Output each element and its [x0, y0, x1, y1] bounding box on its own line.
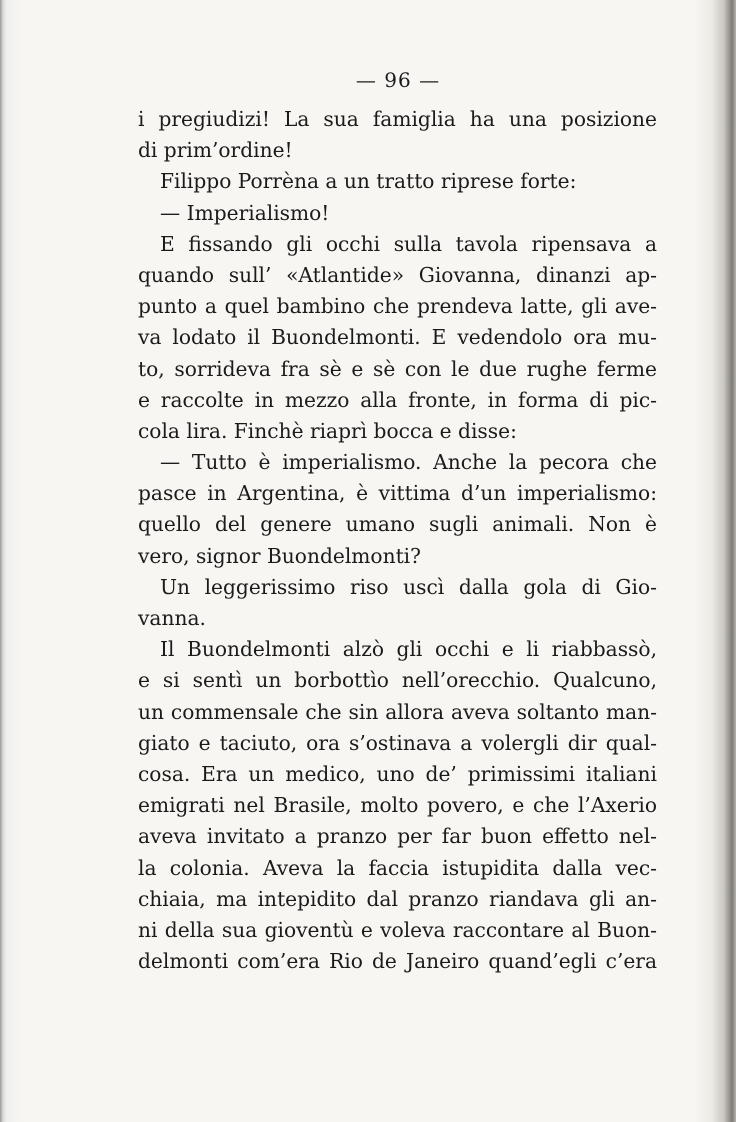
- text-line: pasce in Argentina, è vittima d’un imperialismo:: [138, 481, 657, 506]
- text-line: giato e taciuto, ora s’ostinava a volergli dir qual-: [138, 730, 657, 755]
- text-line: la colonia. Aveva la faccia istupidita dalla vec-: [138, 855, 657, 880]
- text-line: quello del genere umano sugli animali. Non è: [138, 512, 657, 537]
- page-gutter-shadow: [0, 0, 28, 1122]
- text-line: Il Buondelmonti alzò gli occhi e li riabbassò,: [160, 637, 657, 662]
- text-line: vero, signor Buondelmonti?: [138, 543, 421, 568]
- text-line: ni della sua gioventù e voleva raccontare al Buon-: [138, 917, 657, 942]
- text-line: e si sentì un borbottìo nell’orecchio. Qualcuno,: [138, 668, 657, 693]
- text-line: punto a quel bambino che prendeva latte, gli ave-: [138, 294, 657, 319]
- page-edge-shadow: [694, 0, 736, 1122]
- text-line: — Imperialismo!: [160, 200, 330, 225]
- text-line: E fissando gli occhi sulla tavola ripensava a: [160, 231, 657, 256]
- body-text: [138, 104, 657, 977]
- text-line: di prim’ordine!: [138, 138, 293, 163]
- text-line: quando sull’ «Atlantide» Giovanna, dinanzi ap-: [138, 262, 657, 287]
- text-line: cosa. Era un medico, uno de’ primissimi italiani: [138, 761, 657, 786]
- text-line: aveva invitato a pranzo per far buon effetto nel-: [138, 824, 657, 849]
- page-number: — 96 —: [355, 68, 441, 92]
- text-line: emigrati nel Brasile, molto povero, e che l’Axerio: [138, 793, 657, 818]
- text-line: i pregiudizi! La sua famiglia ha una posizione: [138, 107, 657, 131]
- text-line: Un leggerissimo riso uscì dalla gola di Gio-: [160, 574, 657, 599]
- text-line: cola lira. Finchè riaprì bocca e disse:: [138, 418, 517, 443]
- text-line: vanna.: [138, 606, 206, 630]
- text-line: va lodato il Buondelmonti. E vedendolo ora mu-: [138, 325, 657, 350]
- text-line: — Tutto è imperialismo. Anche la pecora che: [160, 450, 657, 475]
- text-line: delmonti com’era Rio de Janeiro quand’egli c’era: [138, 949, 657, 974]
- text-line: un commensale che sin allora aveva soltanto man-: [138, 699, 657, 724]
- text-line: Filippo Porrèna a un tratto riprese forte:: [160, 169, 577, 194]
- text-line: to, sorrideva fra sè e sè con le due rughe ferme: [138, 356, 657, 381]
- text-line: e raccolte in mezzo alla fronte, in forma di pic-: [138, 387, 657, 412]
- text-line: chiaia, ma intepidito dal pranzo riandava gli an-: [138, 886, 657, 911]
